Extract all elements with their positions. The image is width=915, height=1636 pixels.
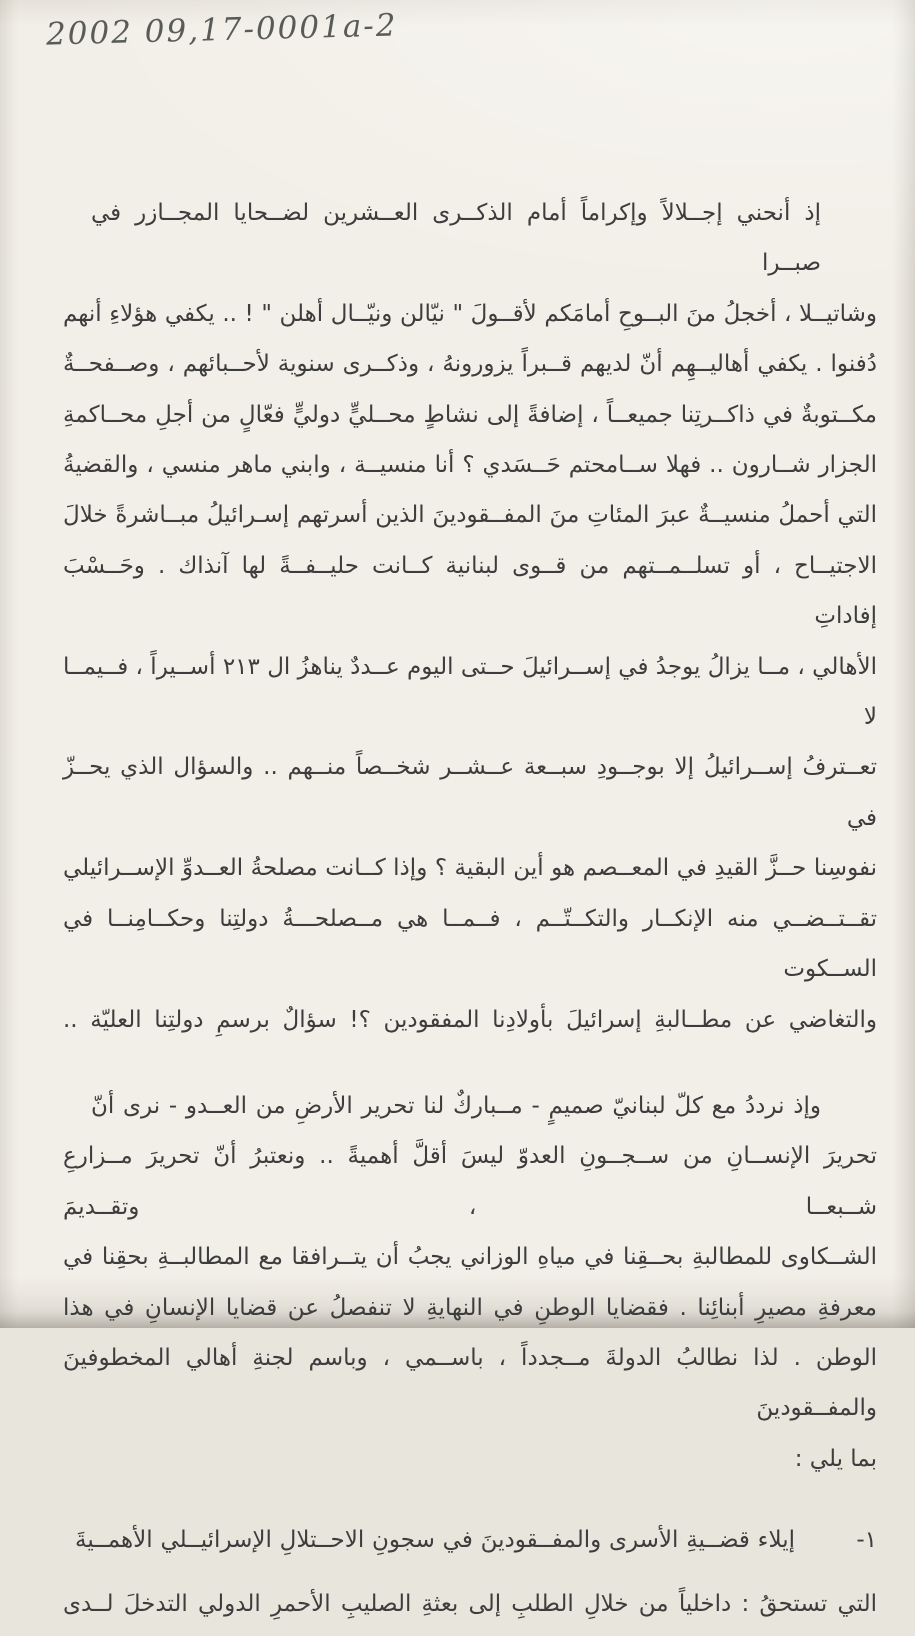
paragraph-demands-intro [63, 1081, 877, 1484]
paragraph-sabra-shatila [63, 188, 877, 1045]
text-line: تحريرَ الإنســانِ من ســجــونِ العدوّ ليسَ أقلَّ أهميةً .. ونعتبرُ أنّ تحريرَ مــزارعِ شــبعــا ، وتقــديمَ [63, 1143, 877, 1220]
item-number-marker: ١- [856, 1527, 877, 1554]
numbered-list-item-1 [63, 1508, 877, 1636]
text-line: نفوسِنا حــزَّ القيدِ في المعــصم هو أين البقية ؟ وإذا كــانت مصلحةُ العــدوِّ الإســرائيلي [63, 855, 877, 882]
text-line: بما يلي : [794, 1445, 877, 1472]
text-line: التي أحملُ منسيــةٌ عبرَ المئاتِ منَ المفــقودينَ الذين أسرتهم إسـرائيلُ مبــاشرةً خلالَ [63, 502, 877, 529]
text-line: مكــتوبةٌ في ذاكــرتِنا جميعــاً ، إضافةً إلى نشاطٍ محــليٍّ دوليٍّ فعّالٍ من أجلِ محــاكمةِ [63, 401, 877, 428]
text-line: الاجتيــاح ، أو تسلــمــتهم من قــوى لبنانية كــانت حليــفــةً لها آنذاك . وحَــسْبَ إفاداتِ [63, 552, 877, 630]
text-line: الجزار شــارون .. فهلا ســامحتم حَــسَدي ؟ أنا منسيــة ، وابني ماهر منسي ، والقضيةُ [63, 452, 877, 479]
text-line: تعــترفُ إســرائيلُ إلا بوجــودِ سبــعة عــشــر شخــصاً منــهم .. والسؤال الذي يحــزّ في [63, 754, 877, 831]
text-line: دُفنوا . يكفي أهاليــهِم أنّ لديهم قــبراً يزورونهُ ، وذكــرى سنوية لأحــبائهم ، وصــفحــةٌ [63, 351, 877, 378]
text-line: وإذ نرددُ مع كلّ لبنانيّ صميمٍ - مــباركٌ لنا تحرير الأرضِ من العــدو - نرى أنّ [91, 1092, 821, 1119]
text-line: تقــتــضــي منه الإنكــار والتكــتّــم ، فــمــا هي مــصلحـــةُ دولتِنا وحكــامِنــا في الســكوت [63, 905, 877, 983]
text-line: إذ أنحني إجــلالاً وإكراماً أمام الذكــرى العــشرين لضــحايا المجــازر في صبــرا [91, 200, 821, 277]
document-body [63, 188, 877, 1636]
text-line: والتغاضي عن مطــالبةِ إسرائيلَ بأولادِنا المفقودين ؟! سؤالٌ برسمِ دولتِنا العليّة .. [63, 1006, 877, 1033]
text-line: التي تستحقُ : داخلياً من خلالِ الطلبِ إلى بعثةِ الصليبِ الأحمرِ الدولي التدخلَ لــدى [63, 1591, 877, 1618]
text-line: الأهالي ، مــا يزالُ يوجدُ في إســرائيلَ حــتى اليوم عــددٌ يناهزُ ال ٢١٣ أســيراً ، فــيمــا لا [63, 653, 877, 731]
text-line: وشاتيــلا ، أخجلُ منَ البــوحِ أمامَكم لأقــولَ " نيّالن ونيّــال أهلن " ! .. يكفي هؤلاءِ أنهم [63, 300, 877, 327]
text-line: الوطن . لذا نطالبُ الدولةَ مــجدداً ، باســمي ، وباسم لجنةِ أهالي المخطوفينَ والمفــقودينَ [63, 1344, 877, 1422]
handwritten-reference-number: 2002 09,17-0001a-2 [45, 7, 398, 53]
list-item-first-row [63, 1508, 877, 1572]
text-line: الشــكاوى للمطالبةِ بحــقِنا في مياهِ الوزاني يجبُ أن يتــرافقا مع المطالبــةِ بحقِنا في [63, 1244, 877, 1271]
text-line: إيلاء قضــيةِ الأسرى والمفــقودينَ في سجونِ الاحــتلالِ الإسرائيــلي الأهمــيةَ [75, 1527, 795, 1554]
text-line: معرفةِ مصيرِ أبنائِنا . فقضايا الوطنِ في النهايةِ لا تنفصلُ عن قضايا الإنسانِ في هذا [63, 1294, 877, 1321]
